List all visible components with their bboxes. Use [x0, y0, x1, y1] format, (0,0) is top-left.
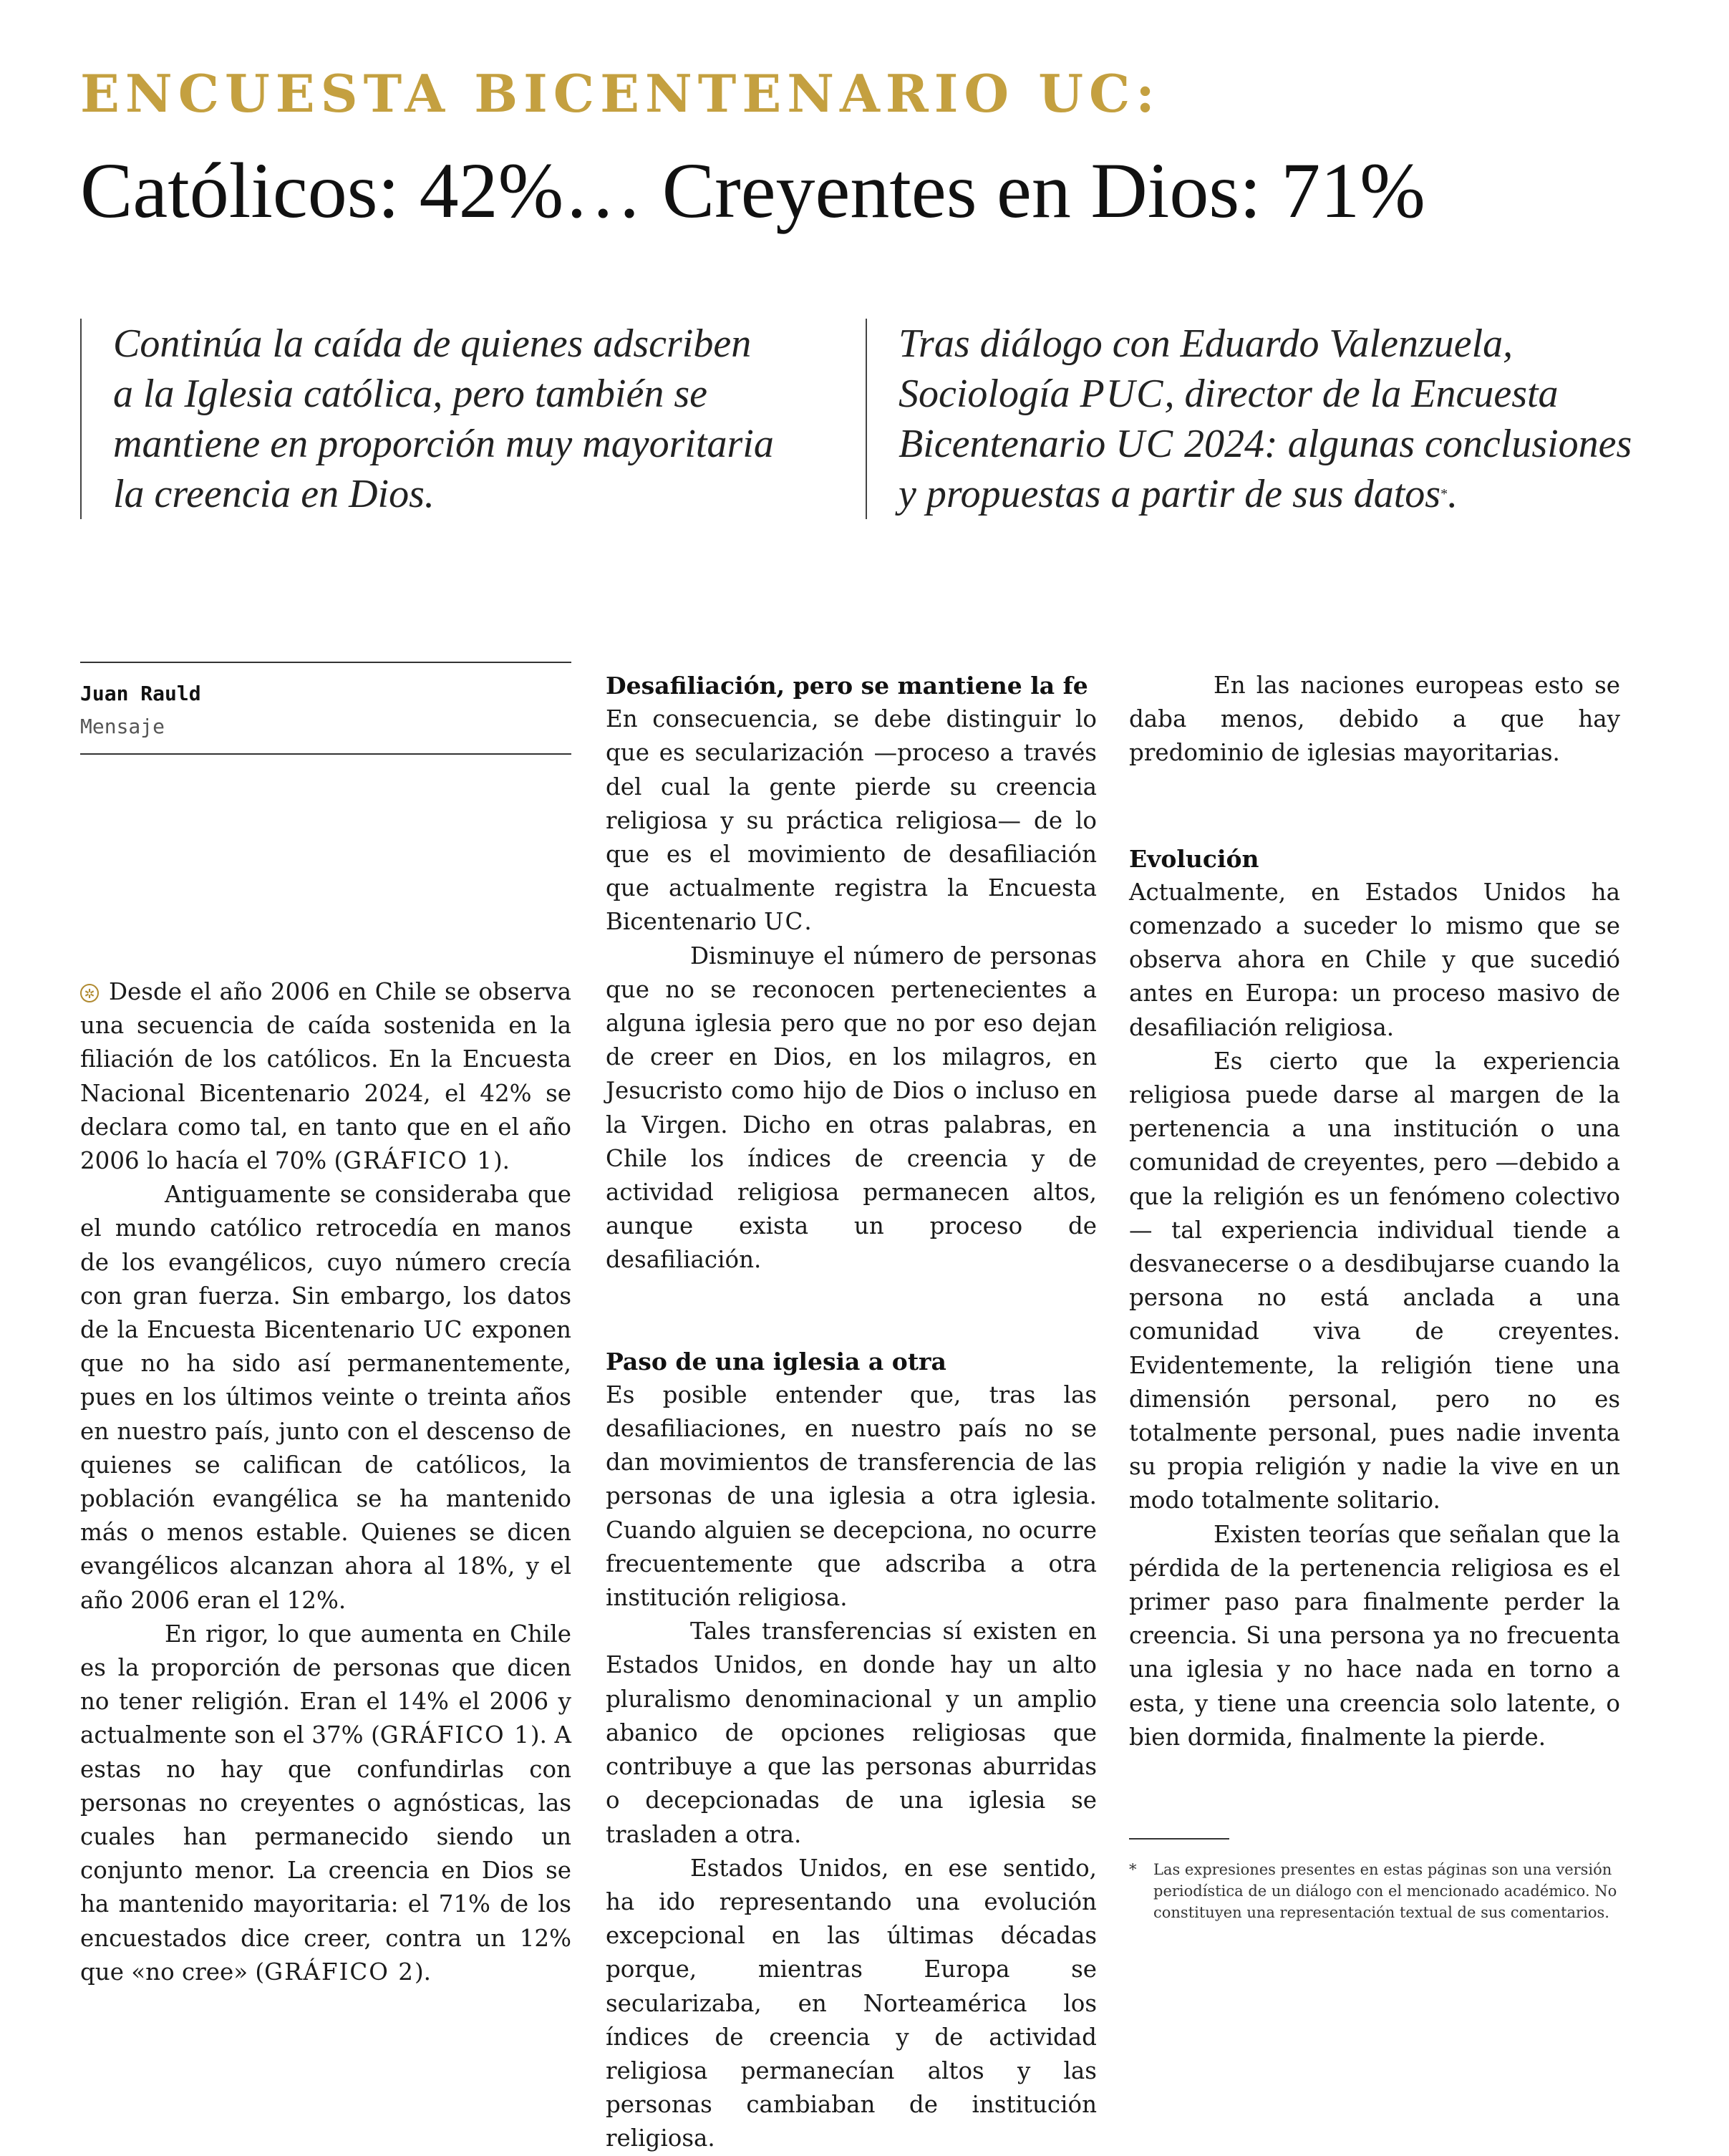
article-paragraph: Tales transferencias sí existen en Estados Unidos, en donde hay un alto pluralismo denominacional y un amplio abanico de opciones religiosas que contribuye a que las personas aburridas o decepcionadas de una iglesia se trasladen a otra.: [606, 1618, 1097, 1848]
article-paragraph: Disminuye el número de personas que no se reconocen pertenecientes a alguna iglesia pero que no por eso dejan de creer en Dios, en los milagros, en Jesucristo como hijo de Dios o incluso en la Virgen. Dicho en otras palabras, en Chile los índices de creencia y de actividad religiosa permanecen altos, aunque exista un proceso de desafiliación.: [606, 942, 1097, 1274]
article-paragraph: En las naciones europeas esto se daba menos, debido a que hay predominio de iglesias mayoritarias.: [1129, 672, 1620, 767]
author-name: Juan Rauld: [80, 682, 201, 705]
article-paragraph: En consecuencia, se debe distinguir lo que es secularización —proceso a través del cual la gente pierde su creencia religiosa y su práctica religiosa— de lo que es el movimiento de desafiliación que actualmente registra la Encuesta Bicentenario UC.: [606, 705, 1097, 936]
deck-right: [866, 319, 1632, 519]
article-paragraph: Estados Unidos, en ese sentido, ha ido representando una evolución excepcional en las últimas décadas porque, mientras Europa se secularizaba, en Norteamérica los índices de creencia y de actividad religiosa permanecían altos y las personas cambiaban de institución religiosa.: [606, 1854, 1097, 2152]
publication-name: Mensaje: [80, 715, 165, 738]
footnote-marker: *: [1440, 486, 1448, 502]
article-column-2: [606, 669, 1097, 2156]
section-kicker: ENCUESTA BICENTENARIO UC:: [80, 63, 1161, 124]
article-paragraph: En rigor, lo que aumenta en Chile es la proporción de personas que dicen no tener religión. Eran el 14% el 2006 y actualmente son el 37% (GRÁFICO 1). A estas no hay que confundirlas con personas no creyentes o agnósticas, las cuales han permanecido siendo un conjunto menor. La creencia en Dios se ha mantenido mayoritaria: el 71% de los encuestados dice creer, contra un 12% que «no cree» (GRÁFICO 2).: [80, 1620, 572, 1986]
deck-left: [80, 319, 774, 519]
footnote-text: Las expresiones presentes en estas páginas son una versión periodística de un diálogo con el mencionado académico. No constituyen una representación textual de sus comentarios.: [1153, 1861, 1617, 1921]
article-paragraph: ✲ Desde el año 2006 en Chile se observa una secuencia de caída sostenida en la filiación de los católicos. En la Encuesta Nacional Bicentenario 2024, el 42% se declara como tal, en tanto que en el año 2006 lo hacía el 70% (GRÁFICO 1).: [80, 978, 571, 1175]
byline: [80, 662, 571, 755]
deck-line: a la Iglesia católica, pero también se: [113, 372, 707, 416]
section-heading: Evolución: [1129, 844, 1259, 873]
spacer: [1129, 770, 1620, 842]
deck-line: Tras diálogo con Eduardo Valenzuela,: [899, 322, 1514, 366]
deck-line: Continúa la caída de quienes adscriben: [113, 322, 752, 366]
section-heading: Desafiliación, pero se mantiene la fe: [606, 672, 1088, 700]
deck-line: y propuestas a partir de sus datos*.: [899, 472, 1458, 516]
gear-ornament-icon: ✲: [80, 984, 99, 1002]
page-title: Católicos: 42%… Creyentes en Dios: 71%: [80, 147, 1425, 234]
footnote: [1129, 1859, 1620, 1923]
deck-line: mantiene en proporción muy mayoritaria: [113, 422, 774, 466]
article-column-3: [1129, 669, 1620, 1754]
article-paragraph: Existen teorías que señalan que la pérdida de la pertenencia religiosa es el primer paso para finalmente perder la creencia. Si una persona ya no frecuenta una iglesia y no hace nada en torno a esta, y tiene una creencia solo latente, o bien dormida, finalmente la pierde.: [1129, 1520, 1620, 1751]
section-heading: Paso de una iglesia a otra: [606, 1347, 946, 1376]
article-paragraph: Es cierto que la experiencia religiosa puede darse al margen de la pertenencia a una institución o una comunidad de creyentes, pero —debido a que la religión es un fenómeno colectivo— tal experiencia individual tiende a desvanecerse o a desdibujarse cuando la persona no está anclada a una comunidad viva de creyentes. Evidentemente, la religión tiene una dimensión personal, pero no es totalmente personal, pues nadie inventa su propia religión y nadie la vive en un modo totalmente solitario.: [1129, 1047, 1620, 1514]
deck-line: Bicentenario UC 2024: algunas conclusiones: [899, 422, 1632, 466]
footnote-marker: *: [1129, 1861, 1137, 1878]
deck-line: Sociología PUC, director de la Encuesta: [899, 372, 1559, 416]
article-column-1: [80, 975, 571, 1989]
spacer: [606, 1277, 1097, 1345]
article-paragraph: Es posible entender que, tras las desafiliaciones, en nuestro país no se dan movimientos de transferencia de las personas de una iglesia a otra iglesia. Cuando alguien se decepciona, no ocurre frecuentemente que adscriba a otra institución religiosa.: [606, 1381, 1097, 1612]
footnote-divider: [1129, 1838, 1229, 1840]
article-paragraph: Actualmente, en Estados Unidos ha comenzado a suceder lo mismo que se observa ahora en Chile y que sucedió antes en Europa: un proceso masivo de desafiliación religiosa.: [1129, 878, 1620, 1041]
article-paragraph: Antiguamente se consideraba que el mundo católico retrocedía en manos de los evangélicos, cuyo número crecía con gran fuerza. Sin embargo, los datos de la Encuesta Bicentenario UC exponen que no ha sido así permanentemente, pues en los últimos veinte o treinta años en nuestro país, junto con el descenso de quienes se califican de católicos, la población evangélica se ha mantenido más o menos estable. Quienes se dicen evangélicos alcanzan ahora al 18%, y el año 2006 eran el 12%.: [80, 1181, 571, 1614]
deck-line: la creencia en Dios.: [113, 472, 435, 516]
